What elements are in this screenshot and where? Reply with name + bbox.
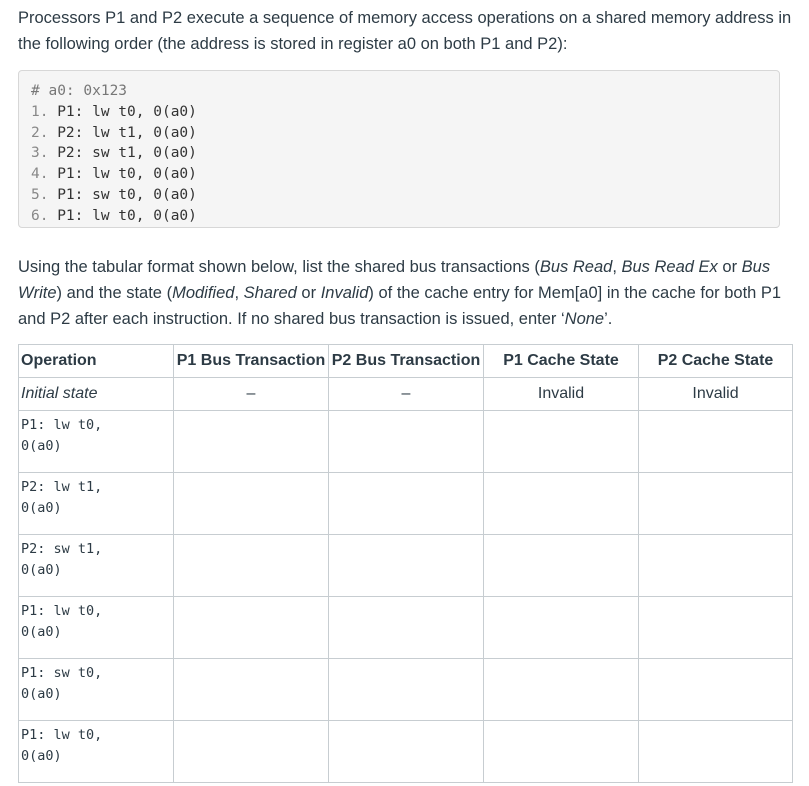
cell-p2-bus: –	[329, 378, 484, 411]
code-line	[31, 123, 779, 144]
cell-p1-bus[interactable]	[174, 535, 329, 597]
cell-operation	[19, 535, 174, 597]
cell-operation	[19, 721, 174, 783]
code-line	[31, 143, 779, 164]
table-row	[19, 597, 793, 659]
cell-p2-bus[interactable]	[329, 659, 484, 721]
op-line: P1: sw t0,	[21, 665, 103, 681]
line-text: P1: lw t0, 0(a0)	[57, 207, 197, 224]
line-number: 5.	[31, 186, 49, 203]
line-number: 1.	[31, 103, 49, 120]
cell-p2-bus[interactable]	[329, 473, 484, 535]
line-number: 2.	[31, 124, 49, 141]
cell-p2-state[interactable]	[639, 721, 793, 783]
transactions-table	[18, 344, 793, 783]
code-line	[31, 164, 779, 185]
term-none: None	[564, 310, 605, 328]
code-line	[31, 206, 779, 227]
term-bus-read: Bus Read	[539, 258, 613, 276]
cell-p1-bus[interactable]	[174, 473, 329, 535]
op-line: 0(a0)	[21, 500, 62, 516]
op-line: 0(a0)	[21, 686, 62, 702]
table-row	[19, 535, 793, 597]
term-bus-read-ex: Bus Read Ex	[621, 258, 718, 276]
term-modified: Modified	[172, 284, 235, 302]
table-row	[19, 721, 793, 783]
code-block	[18, 70, 780, 228]
op-line: P1: lw t0,	[21, 727, 103, 743]
cell-p2-bus[interactable]	[329, 597, 484, 659]
header-operation: Operation	[19, 345, 174, 378]
table-row	[19, 473, 793, 535]
instr-text: ,	[612, 258, 622, 276]
table-row	[19, 659, 793, 721]
header-p1-state: P1 Cache State	[484, 345, 639, 378]
op-line: 0(a0)	[21, 624, 62, 640]
cell-operation	[19, 597, 174, 659]
cell-p1-state: Invalid	[484, 378, 639, 411]
cell-p1-bus: –	[174, 378, 329, 411]
line-number: 3.	[31, 145, 49, 162]
instr-text: or	[717, 258, 742, 276]
op-line: 0(a0)	[21, 562, 62, 578]
cell-p2-state: Invalid	[639, 378, 793, 411]
code-comment: # a0: 0x123	[31, 83, 128, 99]
cell-p1-bus[interactable]	[174, 597, 329, 659]
line-number: 6.	[31, 207, 49, 224]
line-text: P1: lw t0, 0(a0)	[57, 166, 197, 183]
intro-paragraph: Processors P1 and P2 execute a sequence of memory access operations on a shared memory address in the following order (the address is stored in register a0 on both P1 and P2):	[18, 9, 792, 53]
cell-p2-state[interactable]	[639, 411, 793, 473]
cell-p1-bus[interactable]	[174, 721, 329, 783]
op-line: 0(a0)	[21, 438, 62, 454]
instr-text: ) of the cache entry for Mem[a0] in the cache for both P1 and P2 after each instruction. If no shared bus transaction is issued, enter ‘	[18, 284, 782, 328]
cell-operation	[19, 659, 174, 721]
term-invalid: Invalid	[320, 284, 369, 302]
table-row	[19, 411, 793, 473]
instr-text: Using the tabular format shown below, list the shared bus transactions (	[18, 258, 540, 276]
cell-p2-state[interactable]	[639, 535, 793, 597]
header-p2-state: P2 Cache State	[639, 345, 793, 378]
term-bus-write: Bus Write	[18, 258, 771, 302]
cell-p1-state[interactable]	[484, 721, 639, 783]
term-shared: Shared	[243, 284, 297, 302]
cell-p1-bus[interactable]	[174, 411, 329, 473]
op-line: P2: lw t1,	[21, 479, 103, 495]
op-line: P1: lw t0,	[21, 603, 103, 619]
line-text: P2: sw t1, 0(a0)	[57, 145, 197, 162]
op-line: P2: sw t1,	[21, 541, 103, 557]
header-p1-bus: P1 Bus Transaction	[174, 345, 329, 378]
cell-p1-bus[interactable]	[174, 659, 329, 721]
cell-operation	[19, 473, 174, 535]
cell-p2-bus[interactable]	[329, 721, 484, 783]
code-line	[31, 102, 779, 123]
cell-p1-state[interactable]	[484, 535, 639, 597]
table-row-initial	[19, 378, 793, 411]
op-line: P1: lw t0,	[21, 417, 103, 433]
instr-text: or	[296, 284, 321, 302]
cell-p2-state[interactable]	[639, 659, 793, 721]
op-line: 0(a0)	[21, 748, 62, 764]
cell-operation: Initial state	[19, 378, 174, 411]
cell-p1-state[interactable]	[484, 659, 639, 721]
table-header-row	[19, 345, 793, 378]
cell-p1-state[interactable]	[484, 411, 639, 473]
cell-p2-bus[interactable]	[329, 411, 484, 473]
cell-p2-bus[interactable]	[329, 535, 484, 597]
code-line	[31, 185, 779, 206]
cell-p1-state[interactable]	[484, 473, 639, 535]
instr-text: ) and the state (	[56, 284, 173, 302]
instr-text: ,	[234, 284, 244, 302]
header-p2-bus: P2 Bus Transaction	[329, 345, 484, 378]
cell-p1-state[interactable]	[484, 597, 639, 659]
line-text: P1: sw t0, 0(a0)	[57, 186, 197, 203]
instr-text: ’.	[604, 310, 613, 328]
cell-p2-state[interactable]	[639, 597, 793, 659]
cell-operation	[19, 411, 174, 473]
line-number: 4.	[31, 166, 49, 183]
line-text: P2: lw t1, 0(a0)	[57, 124, 197, 141]
line-text: P1: lw t0, 0(a0)	[57, 103, 197, 120]
cell-p2-state[interactable]	[639, 473, 793, 535]
instructions-paragraph	[18, 254, 792, 332]
